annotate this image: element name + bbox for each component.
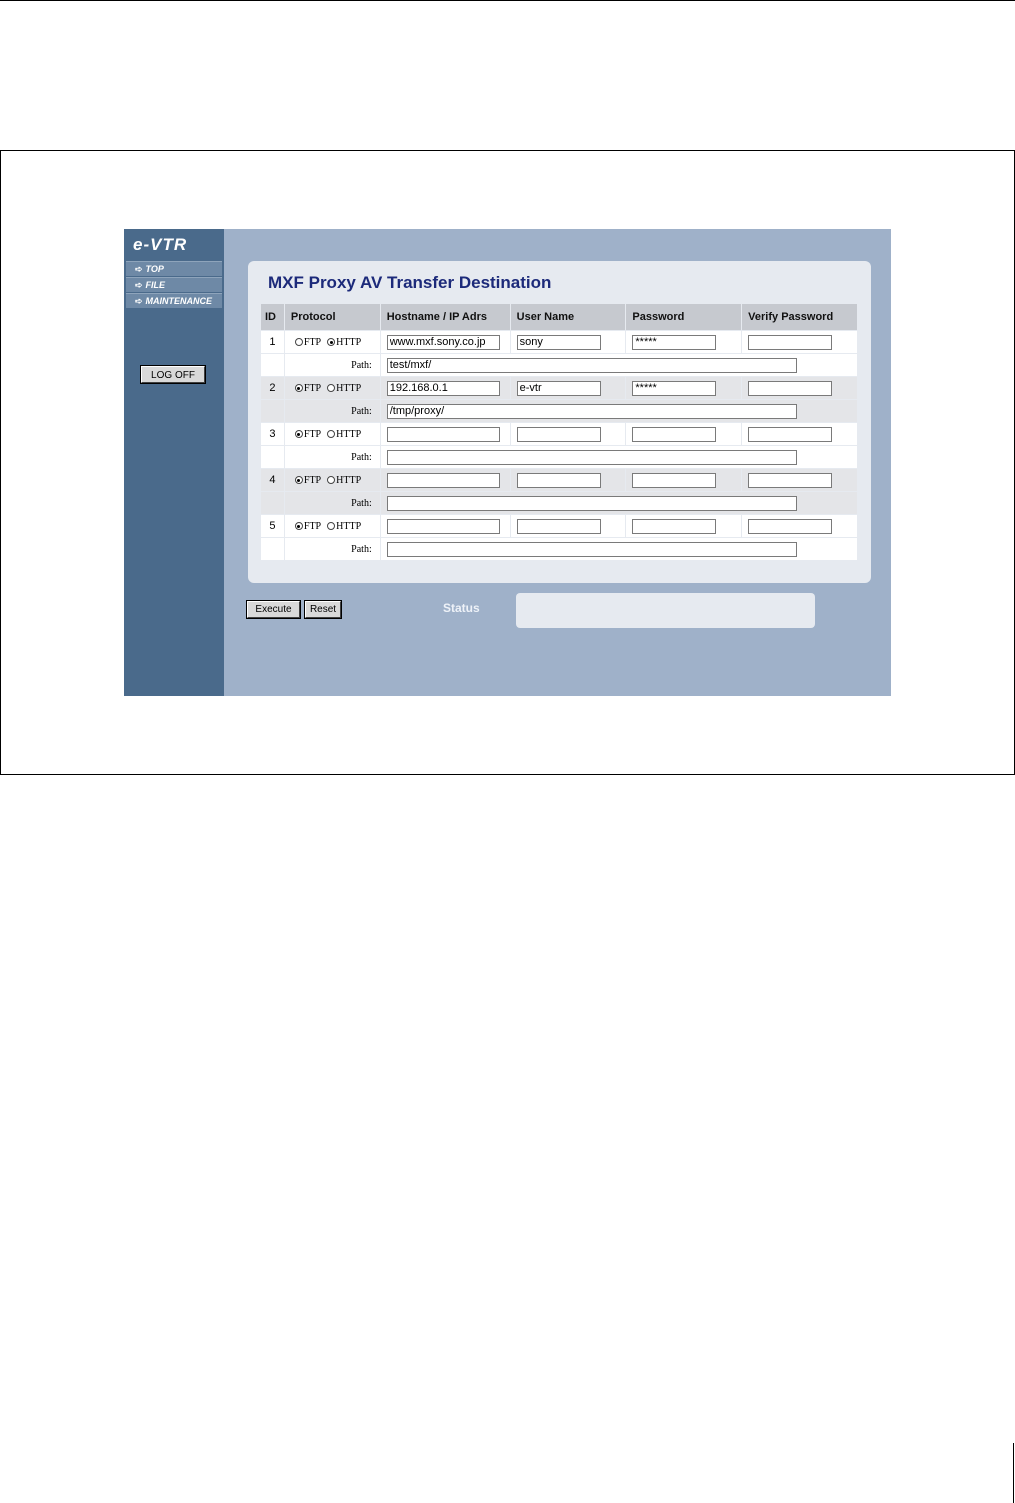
- nav-item-file[interactable]: [126, 277, 222, 292]
- row-id: 5: [261, 515, 285, 538]
- ftp-radio[interactable]: [295, 338, 303, 346]
- sidebar: [124, 229, 224, 696]
- http-radio[interactable]: [327, 430, 335, 438]
- row-id: 2: [261, 377, 285, 400]
- password-field[interactable]: [632, 381, 716, 396]
- reset-button[interactable]: Reset: [305, 601, 341, 618]
- ftp-radio[interactable]: [295, 384, 303, 392]
- row-id: 3: [261, 423, 285, 446]
- status-display: [516, 593, 815, 628]
- ftp-radio-label: FTP: [303, 382, 322, 394]
- row-id: 1: [261, 331, 285, 354]
- path-field[interactable]: [387, 542, 797, 557]
- path-field[interactable]: [387, 404, 797, 419]
- col-header-protocol: Protocol: [284, 304, 380, 331]
- col-header-verify: Verify Password: [742, 304, 858, 331]
- username-field[interactable]: [517, 335, 601, 350]
- path-label: Path:: [284, 538, 380, 561]
- path-row: [261, 446, 858, 469]
- path-row: [261, 538, 858, 561]
- protocol-group: [284, 423, 380, 446]
- http-radio[interactable]: [327, 384, 335, 392]
- row-id: 4: [261, 469, 285, 492]
- path-field[interactable]: [387, 450, 797, 465]
- password-field[interactable]: [632, 473, 716, 488]
- path-row: [261, 400, 858, 423]
- hostname-field[interactable]: [387, 381, 500, 396]
- ftp-radio-label: FTP: [303, 520, 322, 532]
- protocol-group: [284, 331, 380, 354]
- hostname-field[interactable]: [387, 473, 500, 488]
- path-field[interactable]: [387, 358, 797, 373]
- path-label: Path:: [284, 446, 380, 469]
- http-radio[interactable]: [327, 522, 335, 530]
- username-field[interactable]: [517, 427, 601, 442]
- verify-password-field[interactable]: [748, 427, 832, 442]
- table-row: [261, 469, 858, 492]
- page-edge-rule: [1013, 1443, 1014, 1503]
- http-radio-label: HTTP: [336, 336, 362, 348]
- table-row: [261, 423, 858, 446]
- verify-password-field[interactable]: [748, 473, 832, 488]
- table-row: [261, 377, 858, 400]
- path-label: Path:: [284, 354, 380, 377]
- hostname-field[interactable]: [387, 427, 500, 442]
- col-header-id: ID: [261, 304, 285, 331]
- ftp-radio-label: FTP: [303, 474, 322, 486]
- password-field[interactable]: [632, 335, 716, 350]
- nav-item-label: FILE: [145, 280, 166, 290]
- hostname-field[interactable]: [387, 335, 500, 350]
- execute-button[interactable]: Execute: [247, 601, 300, 618]
- table-row: [261, 515, 858, 538]
- destination-table: [260, 303, 858, 561]
- destination-panel: [248, 261, 871, 583]
- table-row: [261, 331, 858, 354]
- nav-item-label: MAINTENANCE: [145, 296, 213, 306]
- password-field[interactable]: [632, 427, 716, 442]
- protocol-group: [284, 515, 380, 538]
- http-radio-label: HTTP: [336, 520, 362, 532]
- nav-item-maintenance[interactable]: [126, 293, 222, 308]
- verify-password-field[interactable]: [748, 335, 832, 350]
- arrow-right-icon: ➪: [135, 280, 143, 290]
- arrow-right-icon: ➪: [135, 296, 143, 306]
- hostname-field[interactable]: [387, 519, 500, 534]
- http-radio[interactable]: [327, 476, 335, 484]
- col-header-host: Hostname / IP Adrs: [380, 304, 510, 331]
- col-header-password: Password: [626, 304, 742, 331]
- http-radio-label: HTTP: [336, 382, 362, 394]
- ftp-radio[interactable]: [295, 476, 303, 484]
- app-window: [124, 229, 891, 696]
- nav-item-top[interactable]: [126, 261, 222, 276]
- col-header-user: User Name: [510, 304, 626, 331]
- ftp-radio[interactable]: [295, 522, 303, 530]
- http-radio-label: HTTP: [336, 428, 362, 440]
- nav-item-label: TOP: [145, 264, 164, 274]
- verify-password-field[interactable]: [748, 519, 832, 534]
- username-field[interactable]: [517, 519, 601, 534]
- path-field[interactable]: [387, 496, 797, 511]
- nav-menu: [126, 261, 222, 309]
- path-row: [261, 492, 858, 515]
- arrow-right-icon: ➪: [135, 264, 143, 274]
- username-field[interactable]: [517, 381, 601, 396]
- top-rule: [0, 0, 1015, 1]
- path-label: Path:: [284, 492, 380, 515]
- page-title: MXF Proxy AV Transfer Destination: [268, 273, 552, 292]
- status-label: Status: [443, 601, 480, 615]
- ftp-radio-label: FTP: [303, 336, 322, 348]
- brand-logo: e-VTR: [133, 235, 188, 254]
- path-row: [261, 354, 858, 377]
- verify-password-field[interactable]: [748, 381, 832, 396]
- username-field[interactable]: [517, 473, 601, 488]
- protocol-group: [284, 377, 380, 400]
- ftp-radio[interactable]: [295, 430, 303, 438]
- http-radio-label: HTTP: [336, 474, 362, 486]
- logoff-button[interactable]: LOG OFF: [141, 366, 205, 383]
- ftp-radio-label: FTP: [303, 428, 322, 440]
- protocol-group: [284, 469, 380, 492]
- http-radio[interactable]: [327, 338, 335, 346]
- path-label: Path:: [284, 400, 380, 423]
- password-field[interactable]: [632, 519, 716, 534]
